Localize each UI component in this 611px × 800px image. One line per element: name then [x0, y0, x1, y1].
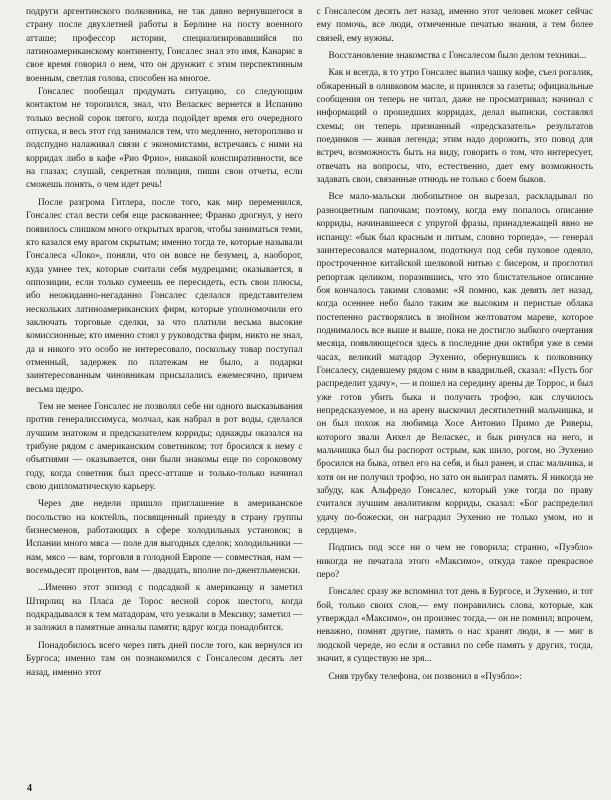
- paragraph: Понадобилось всего через пять дней после того, как вернулся из Бургоса; именно там он познакомился с Гонсалесом десять лет назад, именно этот: [26, 640, 303, 678]
- paragraph: Восстановление знакомства с Гонсалесом было делом техники...: [328, 51, 587, 62]
- paragraph: с Гонсалесом десять лет назад, именно этот человек может сейчас ему помочь, все люди, отмеченные печатью знания, а тем более связей, ему нужны.: [316, 7, 593, 44]
- paragraph: Гонсалес пообещал продумать ситуацию, со следующим контактом не торопился, знал, что Веласкес вернется в Испанию только весной сорок пятого, когда подойдет время его очередного отпуска, и весь этот год занимался тем, что медленно, неторопливо и подспудно налаживал связи с экономистами, встречаясь с ними на корридах либо в кафе «Рио Фрио», никакой конспиративности, все на глазах; слушай, секретная полиция, пиши свои отчеты, если сможешь понять, о чем идет речь!: [26, 87, 303, 191]
- right-column: [317, 6, 594, 792]
- paragraph: Тем не менее Гонсалес не позволял себе ни одного высказывания против генералиссимуса, молчал, как набрал в рот воды, сделался лучшим знатоком и предсказателем корриды; однажды оказался на трибуне рядом с американским советником; тот бросился к нему с объятиями — оказывается, они были знакомы еще по сороковому году, когда советник был пресс-атташе и только-только начинал свою дипломатическую карьеру.: [26, 401, 303, 493]
- paragraph: Все мало-мальски любопытное он вырезал, раскладывал по разноцветным папочкам; поэтому, когда ему попалось описание корриды, начинавшееся с упругой фразы, принадлежащей явно не испанцу: «бык был красным и литым, словно торпеда», — генерал заинтересовался материалом, подоткнул под себя пуховое одеяло, простроченное китайской шелковой нитью с бисером, и проглотил репортаж целиком, поразившись, что это блистательное описание боя кончалось такими словами: «Я помню, как девять лет назад, когда осеннее небо было таким же высоким и перистые облака постепенно растворялись в знойном желтоватом мареве, которое поднималось все выше и выше, пока не достигло зыбкого очертания месяца, появляющегося здесь в последние дни октября уже в семи часах, великий матадор Эухенио, обернувшись к полковнику Гонсалесу, сидевшему рядом с ним в квадрильей, сказал: «Пусть бог распределит удачу», — и пошел на середину арены де Торрос, и был уже готов убить быка и получить трофэо, как случилось непредсказуемое, и на арену выскочил десятилетний мальчишка, и он был похож на любимца Хосе Антонио Примо де Риверы, которого звали Анхел де Веласкес, и бык ринулся на него, и мальчишка был бы распорот острым, как шило, рогом, но Эухенио бросился на быка, отвел его на себя, и был ранен, и спас мальчика, и хотя он не получил трофэо, но зато он выиграл память. Я никогда не забуду, как Альфредо Гонсалес, который уже тогда по праву считался лучшим аналитиком корриды, сказал: «Бог распределил удачу по-божески, он наградил Эухенио не только умом, но и сердцем».: [316, 192, 593, 537]
- paragraph: Через две недели пришло приглашение в американское посольство на коктейль, посвященный приезду в страну группы бизнесменов, работающих в сфере холодильных установок; в Испании много мяса — поле для выгодных сделок; холодильники — нам, мясо — вам, торговля в голодной Европе — совместная, нам — восемьдесят процентов, вам — двадцать, вполне по-джентльменски.: [26, 499, 303, 577]
- paragraph: Подпись под эссе ни о чем не говорила; странно, «Пуэбло» никогда не печатала этого «Максимо», откуда такое прекрасное перо?: [316, 543, 593, 581]
- paragraph: ...Именно этот эпизод с подсадкой к американцу и заметил Штирлиц на Пласа де Торос весной сорок шестого, когда подкрадывался к тем матадорам, что уезжали в Мексику; заметил — и заложил в памятные анналы памяти; вдруг когда понадобится.: [26, 583, 303, 634]
- page-number: 4: [27, 783, 32, 794]
- left-column: [26, 6, 303, 792]
- paragraph: Сняв трубку телефона, он позвонил в «Пуэбло»:: [328, 671, 522, 682]
- paragraph: Как и всегда, в то утро Гонсалес выпил чашку кофе, съел рогалик, обжаренный в оливковом масле, и принялся за газеты; официальные сообщения он теперь не читал, даже не просматривал; начинал с информаций о прошедших корридах, делал выписки, составлял схемы; он теперь признанный «предсказатель» результатов поединков — живая легенда; этим надо дорожить, это повод для встреч, возможность быть на виду, говорить о том, что интересует, отвечать на вопросы, что, естественно, дает ему возможность задавать свои, связанные отнюдь не только с боем быков.: [316, 68, 593, 186]
- text-columns: [26, 6, 593, 792]
- paragraph: Гонсалес сразу же вспомнил тот день в Бургосе, и Эухенио, и тот бой, только своих слов,— ему понравились слова, которые, как утверждал «Максимо», он произнес тогда,— он не помнил; впрочем, неважно, помнят другие, память о нас хранят люди, я — миг в людской череде, но если я оставил по себе память у других, тогда, значит, я существую не зря...: [316, 587, 593, 665]
- paragraph: После разгрома Гитлера, после того, как мир переменился, Гонсалес стал вести себя еще раскованнее; Франко дрогнул, у него появилось слишком много открытых врагов, чтобы заниматься теми, кто казался ему врагом скрытым; именно тогда те, которые называли Гонсалеса «Локо», поняли, что он вовсе не безумец, а, наоборот, куда умнее тех, которые считали себя мудрецами; оказывается, в оппозиции, если только сумеешь ее пересидеть, есть свои плюсы, ибо неожиданно-негаданно Гонсалес сделался представителем нескольких латиноамериканских фирм, которые уполномочили его заключать торговые сделки, за что платили весьма высокие комиссионные; кто именно стоял у руководства фирм, никто не знал, да и никого это особо не интересовало, поскольку товар поступал отменный, задержек по платежам не было, а подарки заинтересованным чиновникам присылались ежемесячно, причем весьма щедро.: [26, 197, 303, 395]
- paragraph: подруги аргентинского полковника, не так давно вернувшегося в страну после двухлетней работы в Берлине на посту военного атташе; профессор истории, специализировавшийся по латиноамериканскому континенту, Гонсалес знал это имя, Канарис в свое время говорил о нем, что он друнжит с этим перспективным военным, светлая голова, способен на многое.: [26, 7, 303, 84]
